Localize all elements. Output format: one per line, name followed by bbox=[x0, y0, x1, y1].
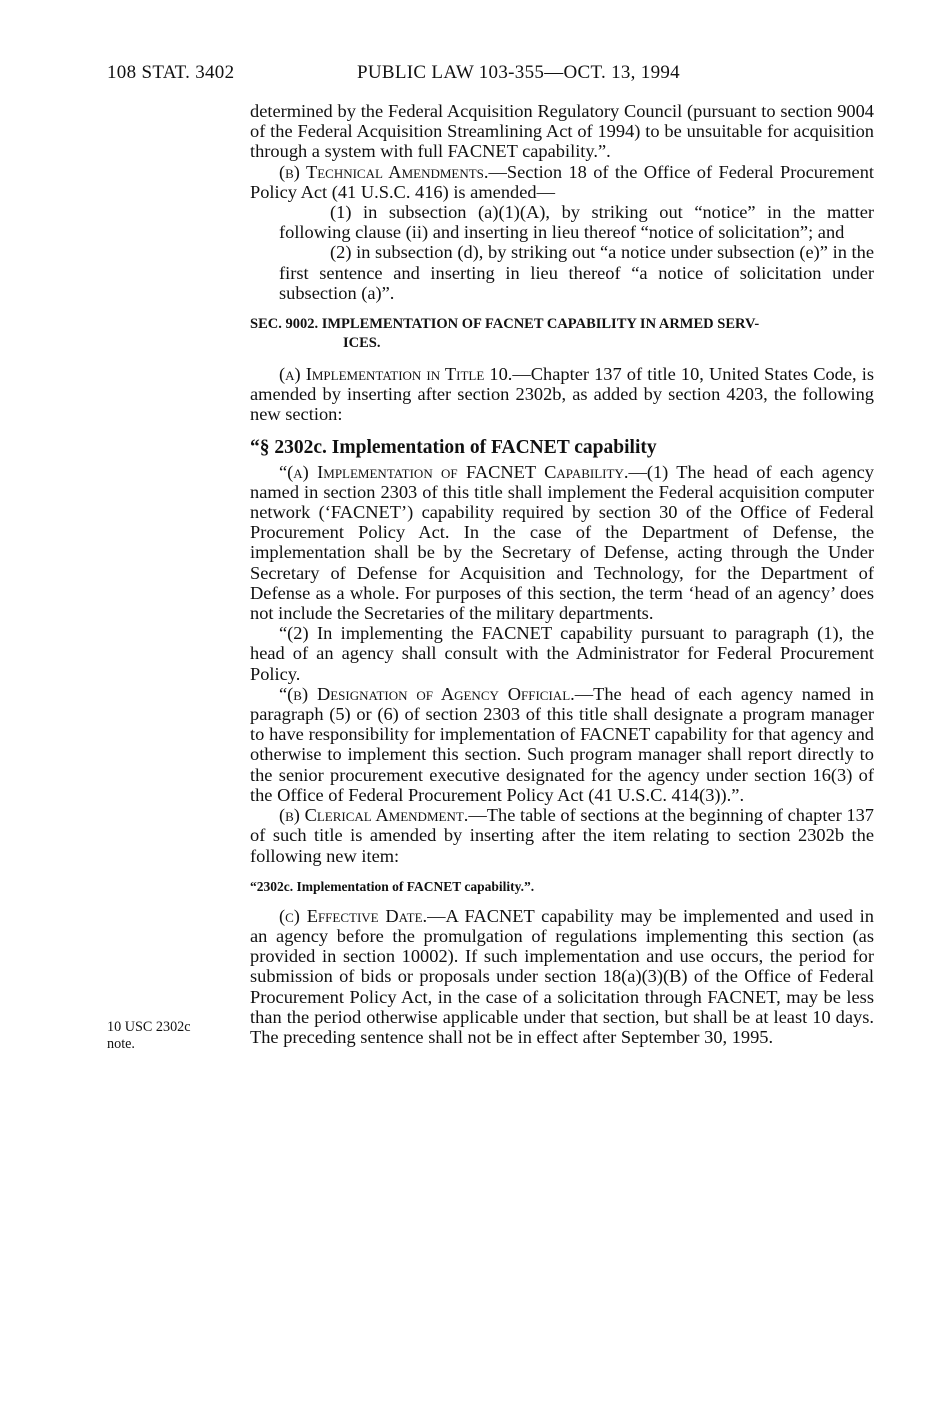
statute-citation: 108 STAT. 3402 bbox=[107, 62, 235, 83]
text-technical-amendments: —Section 18 of the Office of Federal Procurement Policy Act (41 U.S.C. 416) is amended— bbox=[250, 161, 874, 202]
text-designation-official: —The head of each agency named in paragraph (5) or (6) of section 2303 of this title shall designate a program manager to have responsibility for implementation of FACNET capability for that agency and otherwise to implement this section. Such program manager shall report directly to the senior procurement executive designated for the agency under section 16(3) of the Office of Federal Procurement Policy Act (41 U.S.C. 414(3)).”. bbox=[250, 683, 874, 805]
section-heading-9002 bbox=[250, 315, 874, 353]
paragraph-consult-administrator: “(2) In implementing the FACNET capability pursuant to paragraph (1), the head of an agency shall consult with the Administrator for Federal Procurement Policy. bbox=[250, 623, 874, 684]
section-heading-line-1: SEC. 9002. IMPLEMENTATION OF FACNET CAPABILITY IN ARMED SERV- bbox=[250, 316, 760, 333]
paragraph-implementation-title-10 bbox=[250, 364, 874, 425]
text-clerical-amendment: —The table of sections at the beginning of chapter 137 of such title is amended by inserting after the item relating to section 2302b the following new item: bbox=[250, 805, 874, 866]
heading-effective-date: (c) Effective Date. bbox=[279, 905, 428, 926]
section-heading-line-2: ICES. bbox=[343, 335, 381, 352]
heading-designation-official: “(b) Designation of Agency Official. bbox=[279, 683, 575, 704]
text-effective-date: —A FACNET capability may be implemented and used in an agency before the promulgation of regulations implementing this section (as provided in section 10002). If such implementation and use occurs, the period for submission of bids or proposals under section 18(a)(3)(B) of the Office of Federal Procurement Policy Act, in the case of a solicitation through FACNET, may be less than the period otherwise applicable under that section, but shall be at least 10 days. The preceding sentence shall not be in effect after September 30, 1995. bbox=[250, 905, 874, 1047]
paragraph-item-2: (2) in subsection (d), by striking out “a notice under subsection (e)” in the first sentence and inserting in lieu thereof “a notice of solicitation under subsection (a)”. bbox=[279, 242, 874, 303]
heading-implementation-facnet: “(a) Implementation of FACNET Capability. bbox=[279, 461, 629, 482]
paragraph-continuation: determined by the Federal Acquisition Regulatory Council (pursuant to section 9004 of the Federal Acquisition Streamlining Act of 1994) to be unsuitable for acquisition through a system with full FACNET capability.”. bbox=[250, 101, 874, 162]
body-text bbox=[250, 101, 874, 1047]
code-section-heading: “§ 2302c. Implementation of FACNET capability bbox=[250, 436, 657, 458]
public-law-date: PUBLIC LAW 103-355—OCT. 13, 1994 bbox=[357, 62, 680, 83]
table-of-sections-item: “2302c. Implementation of FACNET capability.”. bbox=[250, 878, 535, 894]
heading-implementation-title-10: (a) Implementation in Title 10. bbox=[279, 364, 513, 385]
paragraph-clerical-amendment bbox=[250, 805, 874, 866]
margin-note bbox=[107, 1019, 227, 1053]
text-implementation-title-10: —Chapter 137 of title 10, United States Code, is amended by inserting after section 2302b, as added by section 4203, the following new section: bbox=[250, 364, 874, 425]
paragraph-designation-official bbox=[250, 684, 874, 805]
margin-note-label: note. bbox=[107, 1036, 135, 1052]
heading-technical-amendments: (b) Technical Amendments. bbox=[279, 161, 489, 182]
paragraph-implementation-facnet bbox=[250, 462, 874, 624]
paragraph-effective-date bbox=[250, 906, 874, 1047]
paragraph-item-1: (1) in subsection (a)(1)(A), by striking out “notice” in the matter following clause (ii) and inserting in lieu thereof “notice of solicitation”; and bbox=[279, 202, 874, 243]
margin-note-citation: 10 USC 2302c bbox=[107, 1019, 191, 1035]
heading-clerical-amendment: (b) Clerical Amendment. bbox=[279, 805, 469, 826]
paragraph-technical-amendments bbox=[250, 162, 874, 202]
text-implementation-facnet: —(1) The head of each agency named in section 2303 of this title shall implement the Federal acquisition computer network (‘FACNET’) capability required by section 30 of the Office of Federal Procurement Policy Act. In the case of the Department of Defense, the implementation shall be by the Secretary of Defense, acting through the Under Secretary of Defense for Acquisition and Technology, for the Department of Defense as a whole. For purposes of this section, the term ‘head of an agency’ does not include the Secretaries of the military departments. bbox=[250, 461, 874, 624]
